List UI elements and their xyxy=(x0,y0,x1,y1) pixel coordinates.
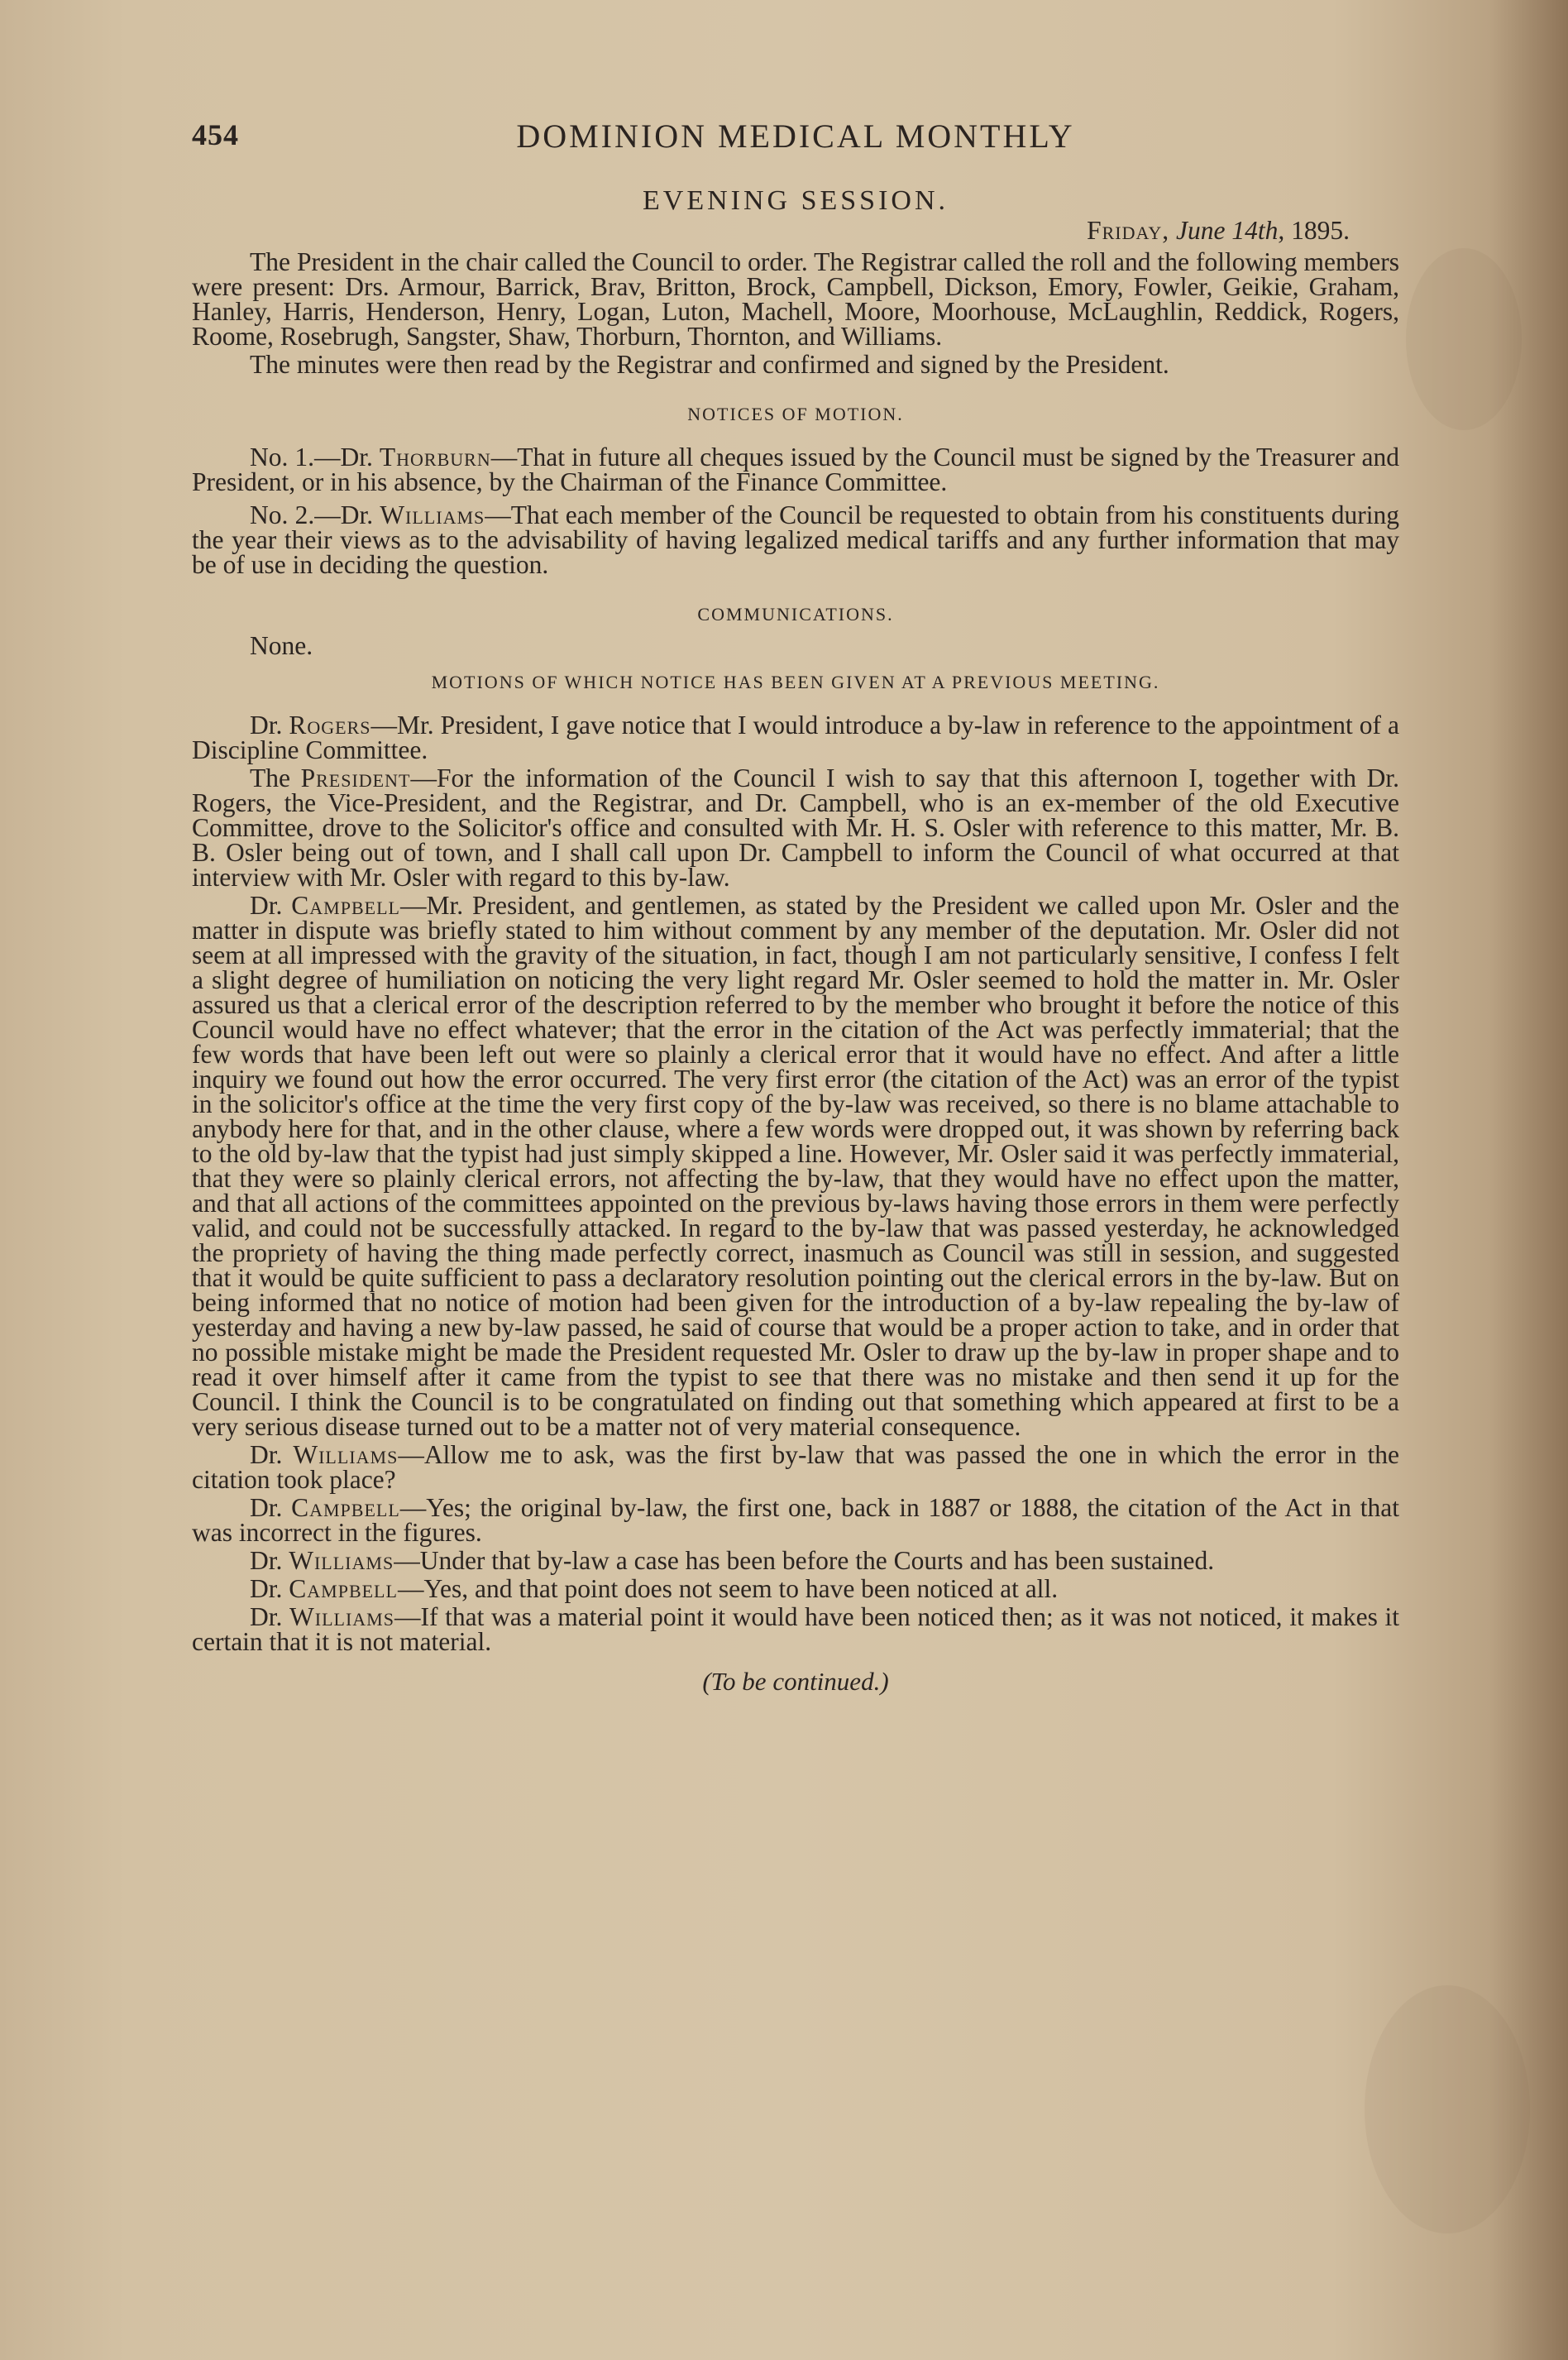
page-number: 454 xyxy=(192,118,239,151)
speech-prefix: Dr. xyxy=(250,891,283,920)
page-content xyxy=(192,116,1399,1694)
speech-paragraph xyxy=(192,1493,1399,1547)
dateline-year: 1895. xyxy=(1291,216,1350,245)
speech-text: —Yes, and that point does not seem to have been noticed at all. xyxy=(397,1574,1059,1603)
speech-prefix: Dr. xyxy=(250,1574,283,1603)
notice-speaker: Williams xyxy=(380,500,485,529)
speech-prefix: Dr. xyxy=(250,1440,283,1469)
notices-heading: NOTICES OF MOTION. xyxy=(687,404,904,424)
opening-paragraph: The President in the chair called the Council to order. The Registrar called the roll and the following members were present: Drs. Armour, Barrick, Brav, Britton, Brock, Campbell, Dickson, Emory, Fowler, Geikie, Graham, Hanley, Harris, Henderson, Henry, Logan, Luton, Machell, Moore, Moorhouse, McLaughlin, Reddick, Rogers, Roome, Rosebrugh, Sangster, Shaw, Thorburn, Thornton, and Williams. xyxy=(192,247,1399,351)
dateline xyxy=(192,218,1350,243)
motions-heading: MOTIONS OF WHICH NOTICE HAS BEEN GIVEN AT A PREVIOUS MEETING. xyxy=(431,672,1160,692)
speech-speaker: Campbell xyxy=(291,891,400,920)
speech-paragraph xyxy=(192,1440,1399,1494)
opening-paragraph: The minutes were then read by the Registrar and confirmed and signed by the President. xyxy=(250,350,1169,379)
speech-speaker: Williams xyxy=(289,1602,394,1631)
speech-prefix: The xyxy=(250,764,290,792)
speech-prefix: Dr. xyxy=(250,1493,283,1522)
speech-prefix: Dr. xyxy=(250,711,283,740)
speech-paragraph xyxy=(192,893,1399,1439)
speech-speaker: Williams xyxy=(289,1546,394,1575)
speech-text: —Yes; the original by-law, the first one, back in 1887 or 1888, the citation of the Act in that was incorrect in the figures. xyxy=(192,1493,1399,1547)
speech-prefix: Dr. xyxy=(250,1602,283,1631)
speech-speaker: President xyxy=(300,764,411,792)
paper-stain xyxy=(1406,248,1522,430)
speech-prefix: Dr. xyxy=(250,1546,283,1575)
speech-text: —If that was a material point it would have been noticed then; as it was not noticed, it makes it certain that it is not material. xyxy=(192,1602,1399,1656)
speech-speaker: Williams xyxy=(293,1440,399,1469)
speech-text: —Allow me to ask, was the first by-law that was passed the one in which the error in the citation took place? xyxy=(192,1440,1399,1494)
speech-text: —Mr. President, and gentlemen, as stated by the President we called upon Mr. Osler and the matter in dispute was briefly stated to him without comment by any member of the deputation. Mr. Osler did not seem at all impressed with the gravity of the situation, in fact, though I am not particularly sensitive, I confess I felt a slight degree of humiliation on noticing the very light regard Mr. Osler seemed to hold the matter in. Mr. Osler assured us that a clerical error of the description referred to by the member who brought it before the notice of this Council would have no effect whatever; that the error in the citation of the Act was perfectly immaterial; that the few words that have been left out were so plainly a clerical error that it would have no effect. And after a little inquiry we found out how the error occurred. The very first error (the citation of the Act) was an error of the typist in the solicitor's office at the time the very first copy of the by-law was received, so there is no blame attachable to anybody here for that, and in the other clause, where a few words were dropped out, it was shown by referring back to the old by-law that the typist had just simply skipped a line. However, Mr. Osler said it was perfectly immaterial, that they were so plainly clerical errors, not affecting the by-law, that they would have no effect upon the matter, and that all actions of the committees appointed on the previous by-laws having those errors in them were perfectly valid, and could not be successfully attacked. In regard to the by-law that was passed yesterday, he acknowledged the propriety of having the thing made perfectly correct, inasmuch as Council was still in session, and suggested that it would be quite sufficient to pass a declaratory resolution pointing out the clerical errors in the by-law. But on being informed that no notice of motion had been given for the introduction of a by-law repealing the by-law of yesterday and having a new by-law passed, he said of course that would be a proper action to take, and in order that no possible mistake might be made the President requested Mr. Osler to draw up the by-law in proper shape and to read it over himself after it came from the typist to see that there was no mistake and then send it up for the Council. I think the Council is to be congratulated on finding out that something which appeared at first to be a very serious disease turned out to be a matter not of very material consequence. xyxy=(192,891,1400,1441)
speech-text: —Mr. President, I gave notice that I would introduce a by-law in reference to the appointment of a Discipline Committee. xyxy=(192,711,1399,764)
notice-of-motion xyxy=(192,445,1399,495)
journal-title: DOMINION MEDICAL MONTHLY xyxy=(516,117,1075,155)
notice-of-motion xyxy=(192,500,1399,579)
speech-paragraph xyxy=(192,713,1399,763)
communications-text: None. xyxy=(250,631,313,660)
session-title: EVENING SESSION. xyxy=(643,185,949,216)
notice-text: —That each member of the Council be requested to obtain from his constituents during the year their views as to the advisability of having legalized medical tariffs and any further information that may be of use in deciding the question. xyxy=(192,500,1399,579)
speech-speaker: Campbell xyxy=(289,1574,398,1603)
paper-stain xyxy=(1365,1985,1530,2233)
speech-text: —For the information of the Council I wish to say that this afternoon I, together with Dr. Rogers, the Vice-President, and the Registrar, and Dr. Campbell, who is an ex-member of the old Executive Committee, drove to the Solicitor's office and consulted with Mr. H. S. Osler with reference to this matter, Mr. B. B. Osler being out of town, and I shall call upon Dr. Campbell to inform the Council of what occurred at that interview with Mr. Osler with regard to this by-law. xyxy=(192,764,1399,892)
speech-paragraph xyxy=(192,1546,1399,1575)
speech-paragraph xyxy=(192,1602,1399,1656)
speech-paragraph xyxy=(192,1574,1399,1603)
to-be-continued: (To be continued.) xyxy=(702,1667,889,1696)
notice-prefix: No. 1.—Dr. xyxy=(250,443,373,472)
notice-prefix: No. 2.—Dr. xyxy=(250,500,374,529)
communications-heading: COMMUNICATIONS. xyxy=(697,604,894,625)
speech-text: —Under that by-law a case has been before the Courts and has been sustained. xyxy=(394,1546,1215,1575)
dateline-date: June 14th, xyxy=(1176,216,1285,245)
notice-text: —That in future all cheques issued by the Council must be signed by the Treasurer and President, or in his absence, by the Chairman of the Finance Committee. xyxy=(192,443,1399,496)
speech-speaker: Rogers xyxy=(289,711,371,740)
running-head xyxy=(192,116,1399,165)
speech-paragraph xyxy=(192,766,1399,890)
dateline-day: Friday, xyxy=(1087,216,1170,245)
notice-speaker: Thorburn xyxy=(379,443,491,472)
speech-speaker: Campbell xyxy=(291,1493,400,1522)
